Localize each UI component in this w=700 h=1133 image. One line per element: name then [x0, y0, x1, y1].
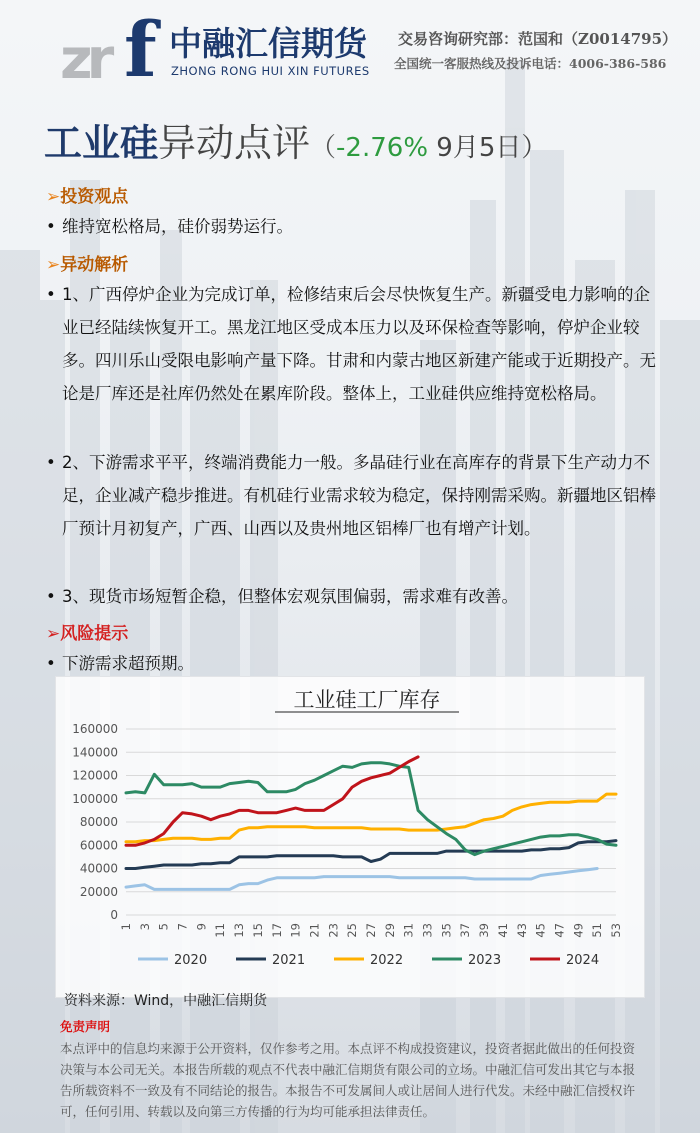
x-tick-label: 53: [609, 923, 623, 938]
x-tick-label: 35: [439, 923, 454, 938]
x-tick-label: 5: [156, 923, 171, 931]
title-paren-open: （: [310, 133, 337, 163]
x-tick-label: 31: [401, 923, 416, 938]
bullet-icon: •: [46, 217, 56, 236]
x-tick-label: 45: [533, 923, 548, 938]
chart-panel: [55, 676, 645, 998]
legend-label-2023: 2023: [468, 953, 502, 968]
y-tick-label: 100000: [72, 791, 118, 806]
y-tick-label: 140000: [72, 745, 118, 760]
x-tick-label: 41: [495, 923, 510, 938]
x-tick-label: 47: [552, 923, 567, 938]
x-tick-label: 7: [175, 923, 190, 931]
page-title: [44, 112, 547, 167]
y-tick-label: 80000: [79, 815, 118, 829]
y-tick-label: 0: [110, 908, 118, 922]
analysis-item-text: 2、下游需求平平，终端消费能力一般。多晶硅行业在高库存的背景下生产动力不足，企业减产稳步推进。有机硅行业需求较为稳定，保持刚需采购。新疆地区铝棒厂预计月初复产，广西、山西以及贵州地区铝棒厂也有增产计划。: [62, 453, 656, 538]
consult-contact: 交易咨询研究部：范国和（Z0014795）: [398, 30, 678, 48]
legend-label-2024: 2024: [566, 953, 600, 968]
x-tick-label: 9: [194, 923, 209, 931]
y-tick-label: 160000: [72, 722, 118, 736]
y-tick-label: 20000: [79, 884, 118, 899]
x-tick-label: 27: [364, 923, 378, 938]
x-tick-label: 11: [213, 923, 228, 938]
series-line-2020: [126, 869, 597, 890]
analysis-item-text: 1、广西停炉企业为完成订单，检修结束后会尽快恢复生产。新疆受电力影响的企业已经陆续恢复开工。黑龙江地区受成本压力以及环保检查等影响，停炉企业较多。四川乐山受限电影响产量下降。甘肃和内蒙古地区新建产能或于近期投产。无论是厂库还是社库仍然处在累库阶段。整体上，工业硅供应维持宽松格局。: [62, 285, 656, 403]
logo-mark-zr: zr: [60, 27, 109, 92]
legend-label-2021: 2021: [272, 953, 306, 968]
disclaimer-body: 本点评中的信息均来源于公开资料，仅作参考之用。本点评不构成投资建议，投资者据此做出的任何投资决策与本公司无关。本报告所载的观点不代表中融汇信期货有限公司的立场。中融汇信可发出其它与本报告所载资料不一致及有不同结论的报告。本报告不可发属间人或让居间人进行代发。未经中融汇信授权许可，任何引用、转载以及向第三方传播的行为均可能承担法律责任。: [60, 1041, 636, 1119]
logo-mark-f: f: [124, 5, 157, 94]
analysis-item-1: [46, 278, 656, 410]
bullet-icon: •: [46, 654, 56, 673]
bullet-icon: •: [46, 587, 56, 606]
y-tick-label: 120000: [72, 768, 118, 783]
section-investment-view-heading: [46, 182, 128, 207]
x-tick-label: 39: [477, 923, 492, 938]
section-analysis-heading: [46, 250, 128, 275]
title-date: 9月5日）: [428, 133, 548, 163]
x-tick-label: 21: [307, 923, 322, 938]
view-item: [46, 210, 656, 243]
x-tick-label: 3: [137, 923, 152, 931]
x-tick-label: 29: [382, 923, 397, 938]
bullet-icon: •: [46, 285, 56, 304]
x-tick-label: 37: [458, 923, 473, 938]
view-item-text: 维持宽松格局，硅价弱势运行。: [62, 217, 293, 236]
chart-title: 工业硅工厂库存: [293, 688, 441, 712]
arrow-icon: ➢: [46, 187, 61, 207]
legend-label-2022: 2022: [370, 953, 404, 968]
arrow-icon: ➢: [46, 255, 61, 275]
analysis-item-2: [46, 446, 656, 545]
logo-chinese-name: 中融汇信期货: [169, 24, 367, 63]
disclaimer-title: 免责声明: [60, 1019, 111, 1034]
x-tick-label: 43: [514, 923, 529, 938]
arrow-icon: ➢: [46, 624, 61, 644]
analysis-item-text: 3、现货市场短暂企稳，但整体宏观氛围偏弱，需求难有改善。: [62, 587, 518, 606]
hotline-contact: 全国统一客服热线及投诉电话：4006-386-586: [394, 56, 667, 71]
x-tick-label: 51: [590, 923, 605, 938]
x-tick-label: 13: [232, 923, 247, 938]
series-line-2024: [126, 757, 418, 845]
chart-source: 资料来源：Wind，中融汇信期货: [64, 993, 268, 1009]
heading-text: 异动解析: [60, 255, 129, 275]
series-line-2022: [126, 794, 616, 842]
y-tick-label: 60000: [79, 838, 118, 853]
bullet-icon: •: [46, 453, 56, 472]
company-logo: [56, 5, 386, 94]
y-tick-label: 40000: [79, 861, 118, 876]
legend-label-2020: 2020: [174, 953, 208, 968]
x-tick-label: 17: [269, 923, 284, 938]
risk-item-text: 下游需求超预期。: [62, 654, 194, 673]
x-tick-label: 1: [119, 923, 133, 931]
x-tick-label: 49: [571, 923, 586, 938]
heading-text: 投资观点: [60, 187, 129, 207]
logo-english-name: ZHONG RONG HUI XIN FUTURES: [171, 64, 370, 78]
title-subject: 异动点评: [158, 121, 311, 165]
heading-text: 风险提示: [60, 624, 129, 644]
x-tick-label: 23: [326, 923, 341, 938]
x-tick-label: 25: [345, 923, 360, 938]
title-change-percent: -2.76%: [336, 133, 429, 163]
x-tick-label: 15: [250, 923, 265, 938]
x-tick-label: 19: [288, 923, 303, 938]
analysis-item-3: [46, 580, 656, 613]
inventory-line-chart: [56, 677, 644, 997]
x-tick-label: 33: [420, 923, 435, 938]
section-risk-heading: [46, 619, 128, 644]
title-product: 工业硅: [44, 121, 159, 165]
